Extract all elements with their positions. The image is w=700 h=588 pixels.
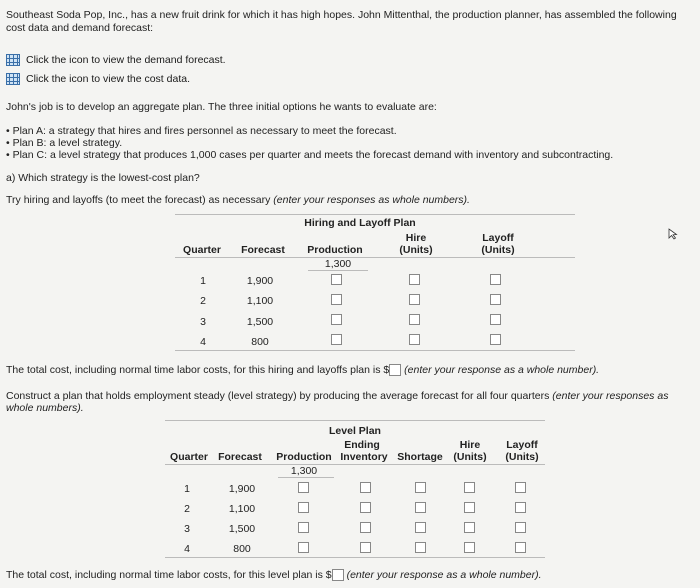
total-cost-1-input[interactable] — [389, 364, 401, 376]
table2-forecast-3: 1,500 — [228, 523, 256, 535]
try-hiring-instructions — [6, 194, 470, 206]
table1-forecast-header: Forecast — [241, 244, 285, 256]
table1-quarter-2: 2 — [200, 295, 206, 307]
table2-inventory-input-3[interactable] — [360, 522, 371, 533]
table1-header-rule — [175, 257, 575, 258]
table1-layoff-input-3[interactable] — [490, 314, 501, 325]
table2-production-header: Production — [276, 451, 332, 463]
table2-production-input-3[interactable] — [298, 522, 309, 533]
table1-hire-header: Hire — [405, 232, 427, 244]
total-cost-1-text: The total cost, including normal time labor costs, for this hiring and layoffs plan is $ — [6, 364, 390, 376]
table1-production-header: Production — [307, 244, 363, 256]
plan-c-text: Plan C: a level strategy that produces 1,000 cases per quarter and meets the forecast demand with inventory and subcontracting. — [12, 149, 614, 161]
table2-layoff-input-4[interactable] — [515, 542, 526, 553]
table2-forecast-2: 1,100 — [228, 503, 256, 515]
cost-data-link-label[interactable]: Click the icon to view the cost data. — [26, 73, 190, 85]
construct-plan-line — [6, 390, 686, 414]
table2-hire-header: Hire — [459, 439, 481, 451]
table2-initial-rule — [278, 477, 334, 478]
table1-layoff-input-1[interactable] — [490, 274, 501, 285]
table1-quarter-4: 4 — [200, 336, 206, 348]
demand-forecast-link-label[interactable]: Click the icon to view the demand forecast. — [26, 54, 226, 66]
table1-layoff-input-4[interactable] — [490, 334, 501, 345]
table2-shortage-input-3[interactable] — [415, 522, 426, 533]
table2-inventory-input-1[interactable] — [360, 482, 371, 493]
grid-icon[interactable] — [6, 54, 20, 66]
table1-production-input-3[interactable] — [331, 314, 342, 325]
plan-c-item: • Plan C: a level strategy that produces 1,000 cases per quarter and meets the forecast demand with inventory and subcontracting. — [6, 149, 614, 161]
table1-hire-input-3[interactable] — [409, 314, 420, 325]
plan-a-item: • Plan A: a strategy that hires and fires personnel as necessary to meet the forecast. — [6, 125, 397, 137]
table2-forecast-header: Forecast — [218, 451, 262, 463]
table1-title: Hiring and Layoff Plan — [304, 217, 416, 229]
table1-production-input-2[interactable] — [331, 294, 342, 305]
table2-layoff-input-3[interactable] — [515, 522, 526, 533]
table2-shortage-input-4[interactable] — [415, 542, 426, 553]
table2-inventory-input-2[interactable] — [360, 502, 371, 513]
table2-layoff-units-header: (Units) — [505, 451, 539, 463]
johns-job-text: John's job is to develop an aggregate plan. The three initial options he wants to evaluate are: — [6, 101, 437, 113]
plan-a-text: Plan A: a strategy that hires and fires personnel as necessary to meet the forecast. — [12, 125, 397, 137]
table1-hire-input-1[interactable] — [409, 274, 420, 285]
table2-layoff-input-1[interactable] — [515, 482, 526, 493]
total-cost-2-note: (enter your response as a whole number). — [346, 569, 542, 581]
table2-hire-input-1[interactable] — [464, 482, 475, 493]
table1-quarter-1: 1 — [200, 275, 206, 287]
table2-hire-units-header: (Units) — [453, 451, 487, 463]
table1-forecast-4: 800 — [251, 336, 269, 348]
total-cost-1-line — [6, 364, 599, 376]
table1-hire-units-header: (Units) — [399, 244, 433, 256]
try-hiring-text: Try hiring and layoffs (to meet the forecast) as necessary — [6, 194, 271, 206]
table1-layoff-header: Layoff — [482, 232, 514, 244]
table2-quarter-2: 2 — [184, 503, 190, 515]
table1-top-rule — [175, 214, 575, 215]
table2-production-input-1[interactable] — [298, 482, 309, 493]
table1-forecast-1: 1,900 — [246, 275, 274, 287]
table1-layoff-input-2[interactable] — [490, 294, 501, 305]
table2-ending-header: Ending — [344, 439, 380, 451]
table1-hire-input-2[interactable] — [409, 294, 420, 305]
table2-inventory-header: Inventory — [340, 451, 388, 463]
table2-top-rule — [165, 420, 545, 421]
table1-initial-rule — [308, 270, 368, 271]
table2-shortage-input-2[interactable] — [415, 502, 426, 513]
table2-hire-input-3[interactable] — [464, 522, 475, 533]
mouse-pointer-icon — [668, 228, 680, 240]
total-cost-2-line — [6, 569, 542, 581]
table2-title: Level Plan — [329, 425, 381, 437]
table1-forecast-3: 1,500 — [246, 316, 274, 328]
table2-inventory-input-4[interactable] — [360, 542, 371, 553]
construct-plan-text: Construct a plan that holds employment steady (level strategy) by producing the average forecast for all four quarters — [6, 390, 550, 402]
table2-initial-production: 1,300 — [290, 465, 318, 477]
plan-b-text: Plan B: a level strategy. — [12, 137, 123, 149]
cost-data-link[interactable] — [6, 73, 190, 85]
table1-quarter-3: 3 — [200, 316, 206, 328]
table2-quarter-4: 4 — [184, 543, 190, 555]
question-a: a) Which strategy is the lowest-cost plan? — [6, 172, 200, 184]
table2-bottom-rule — [165, 557, 545, 558]
table2-shortage-header: Shortage — [397, 451, 443, 463]
intro-text: Southeast Soda Pop, Inc., has a new fruit drink for which it has high hopes. John Mittenthal, the production planner, has assembled the following cost data and demand forecast: — [6, 9, 677, 34]
table1-forecast-2: 1,100 — [246, 295, 274, 307]
table1-hire-input-4[interactable] — [409, 334, 420, 345]
table2-layoff-input-2[interactable] — [515, 502, 526, 513]
total-cost-2-text: The total cost, including normal time labor costs, for this level plan is $ — [6, 569, 332, 581]
grid-icon[interactable] — [6, 73, 20, 85]
total-cost-2-input[interactable] — [332, 569, 344, 581]
table1-production-input-1[interactable] — [331, 274, 342, 285]
table2-hire-input-2[interactable] — [464, 502, 475, 513]
table2-quarter-header: Quarter — [170, 451, 208, 463]
total-cost-1-note: (enter your response as a whole number). — [404, 364, 600, 376]
table1-layoff-units-header: (Units) — [481, 244, 515, 256]
table1-quarter-header: Quarter — [183, 244, 221, 256]
table1-production-input-4[interactable] — [331, 334, 342, 345]
table2-layoff-header: Layoff — [506, 439, 538, 451]
table1-bottom-rule — [175, 350, 575, 351]
table2-shortage-input-1[interactable] — [415, 482, 426, 493]
table2-forecast-4: 800 — [233, 543, 251, 555]
table2-header-rule — [165, 464, 545, 465]
plan-b-item: • Plan B: a level strategy. — [6, 137, 123, 149]
table2-quarter-1: 1 — [184, 483, 190, 495]
try-hiring-note: (enter your responses as whole numbers). — [273, 194, 470, 206]
table1-initial-production: 1,300 — [324, 258, 352, 270]
table2-production-input-2[interactable] — [298, 502, 309, 513]
demand-forecast-link[interactable] — [6, 54, 226, 66]
table2-hire-input-4[interactable] — [464, 542, 475, 553]
table2-forecast-1: 1,900 — [228, 483, 256, 495]
construct-plan-note: (enter your responses as whole numbers). — [6, 390, 669, 414]
table2-production-input-4[interactable] — [298, 542, 309, 553]
table2-quarter-3: 3 — [184, 523, 190, 535]
